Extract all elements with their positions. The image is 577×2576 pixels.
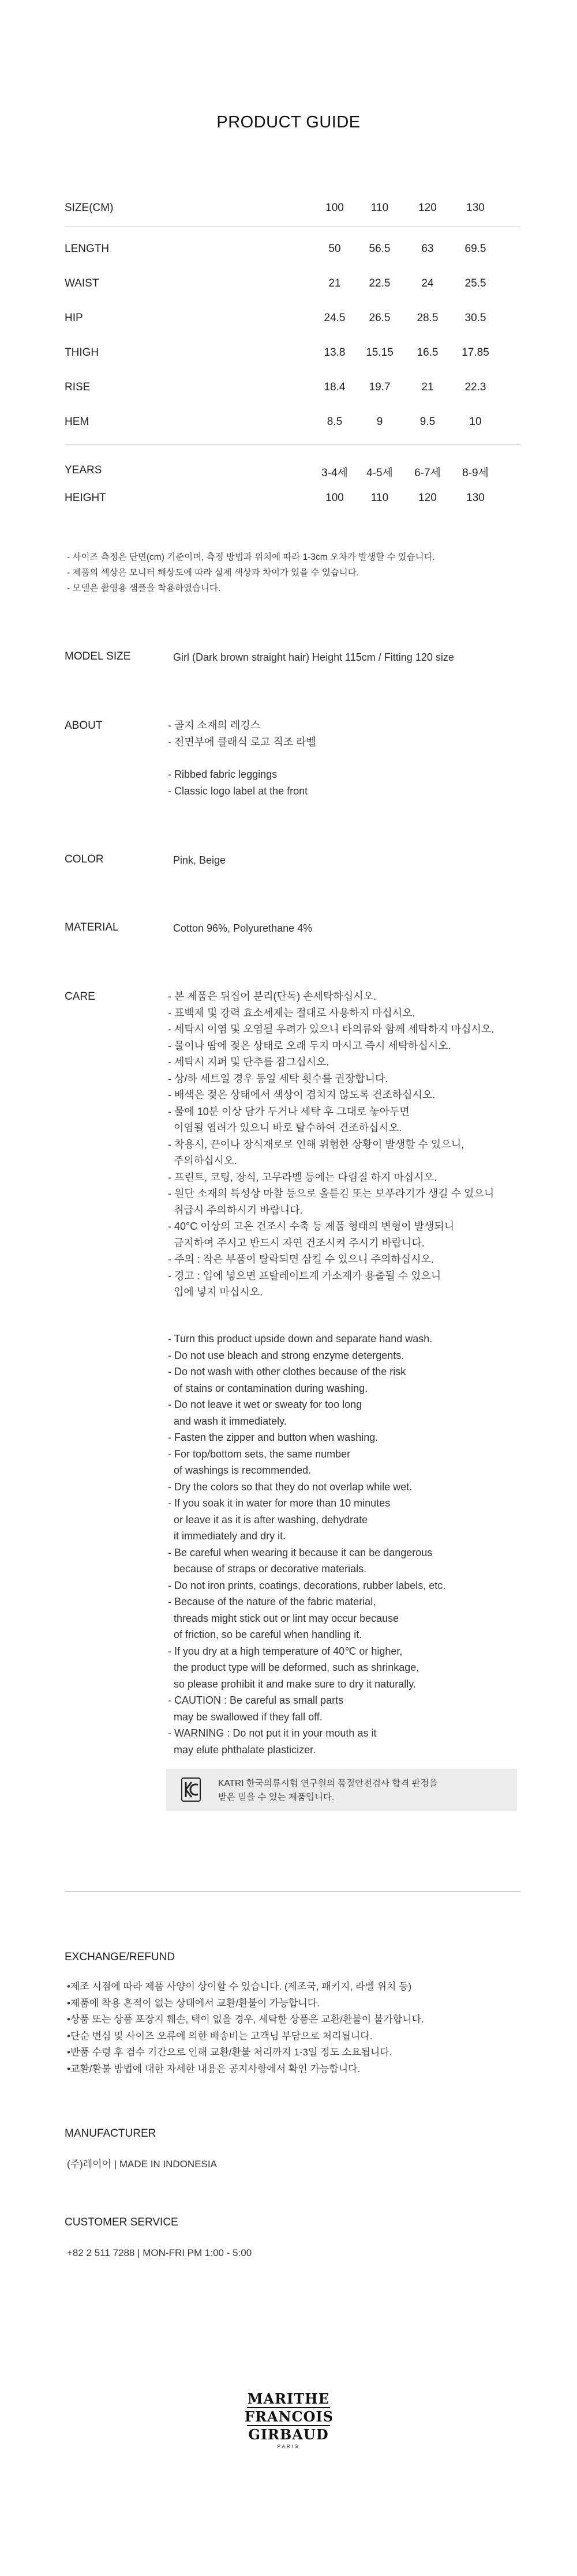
- size-cell: 63: [421, 243, 434, 255]
- care-line: - Do not use bleach and strong enzyme detergents.: [168, 1349, 404, 1361]
- care-line: - 경고 : 입에 넣으면 프탈레이트계 가소제가 용출될 수 있으니: [168, 1270, 441, 1282]
- size-row-label: HIP: [65, 312, 83, 324]
- manufacturer-value: (주)레이어 | MADE IN INDONESIA: [67, 2159, 217, 2170]
- size-cell: 56.5: [369, 243, 391, 255]
- care-line: - 본 제품은 뒤집어 분리(단독) 손세탁하십시오.: [168, 991, 376, 1002]
- care-line: so please prohibit it and make sure to dry it naturally.: [168, 1678, 416, 1690]
- size-cell: 9: [376, 416, 383, 428]
- exchange-line: •반품 수령 후 검수 기간으로 인해 교환/환불 처리까지 1-3일 정도 소요됩니다.: [67, 2047, 392, 2058]
- size-cell: 24: [421, 277, 434, 289]
- brand-logo-line: FRANCOIS: [245, 2408, 334, 2425]
- age-cell: 8-9세: [462, 467, 489, 479]
- size-row-waist: [65, 277, 520, 295]
- age-row-label: YEARS: [65, 464, 102, 476]
- section-divider: [65, 1891, 520, 1892]
- care-line: and wash it immediately.: [168, 1415, 287, 1427]
- care-line: - 상/하 세트일 경우 동일 세탁 횟수를 권장합니다.: [168, 1072, 388, 1084]
- size-cell: 19.7: [369, 381, 391, 393]
- care-line: - 프린트, 코팅, 장식, 고무라벨 등에는 다림질 하지 마십시오.: [168, 1171, 437, 1183]
- age-row-height: [65, 492, 520, 509]
- size-row-hip: [65, 312, 520, 329]
- age-cell: 110: [370, 492, 389, 504]
- manufacturer-label: MANUFACTURER: [65, 2127, 156, 2140]
- about-line: - Ribbed fabric leggings: [168, 769, 278, 780]
- size-cell: 69.5: [464, 243, 486, 255]
- care-line: - If you soak it in water for more than 10 minutes: [168, 1497, 391, 1509]
- customer-service-label: CUSTOMER SERVICE: [65, 2216, 178, 2228]
- exchange-line: •상품 또는 상품 포장지 훼손, 택이 없을 경우, 세탁한 상품은 교환/환불이 불가합니다.: [67, 2014, 424, 2025]
- size-row-label: HEM: [65, 416, 89, 428]
- care-text-kr: [168, 988, 494, 1301]
- size-cell: 18.4: [324, 381, 346, 393]
- care-line: - 물에 10분 이상 담가 두거나 세탁 후 그대로 놓아두면: [168, 1105, 410, 1117]
- kc-certification-box: [166, 1769, 517, 1811]
- age-cell: 120: [418, 492, 437, 504]
- care-line: or leave it as it is after washing, dehydrate: [168, 1513, 368, 1526]
- size-row-label: RISE: [65, 381, 91, 393]
- care-line: - 세탁시 지퍼 및 단추를 잠그십시오.: [168, 1056, 329, 1068]
- care-line: - 배색은 젖은 상태에서 색상이 겹치지 않도록 건조하십시오.: [168, 1089, 436, 1101]
- care-line: 주의하십시오.: [168, 1155, 237, 1166]
- size-cell: 13.8: [324, 347, 346, 359]
- about-line: - Classic logo label at the front: [168, 785, 308, 797]
- size-cell: 9.5: [419, 416, 436, 428]
- care-line: - Be careful when wearing it because it can be dangerous: [168, 1546, 433, 1558]
- kc-line: 받은 믿을 수 있는 제품입니다.: [218, 1792, 335, 1802]
- exchange-text: [67, 1979, 424, 2077]
- material-value: Cotton 96%, Polyurethane 4%: [173, 922, 313, 934]
- care-label: CARE: [65, 991, 95, 1003]
- brand-logo-paris: PARIS: [277, 2444, 300, 2449]
- age-cell: 6-7세: [414, 467, 441, 479]
- care-line: - Because of the nature of the fabric material,: [168, 1596, 376, 1607]
- size-cell: 10: [469, 416, 482, 428]
- size-row-rise: [65, 381, 520, 398]
- care-line: - Do not iron prints, coatings, decorations, rubber labels, etc.: [168, 1579, 446, 1591]
- size-header-value: 120: [418, 202, 437, 214]
- model-size-value: Girl (Dark brown straight hair) Height 115cm / Fitting 120 size: [173, 651, 454, 663]
- age-row-years: [65, 464, 520, 481]
- about-line: - 전면부에 클래식 로고 직조 라벨: [168, 736, 317, 748]
- care-line: threads might stick out or lint may occur because: [168, 1612, 399, 1624]
- care-line: may elute phthalate plasticizer.: [168, 1743, 316, 1756]
- care-line: - 원단 소재의 특성상 마찰 등으로 올튿김 또는 보푸라기가 생길 수 있으니: [168, 1188, 494, 1199]
- care-line: - Do not wash with other clothes because of the risk: [168, 1366, 406, 1377]
- care-line: - 착용시, 끈이나 장식재로로 인해 위험한 상황이 발생할 수 있으니,: [168, 1138, 464, 1150]
- age-row-label: HEIGHT: [65, 492, 106, 504]
- exchange-label: EXCHANGE/REFUND: [65, 1951, 175, 1963]
- exchange-line: •교환/환불 방법에 대한 자세한 내용은 공지사항에서 확인 가능합니다.: [67, 2063, 361, 2074]
- care-line: - 물이나 땀에 젖은 상태로 오래 두지 마시고 즉시 세탁하십시오.: [168, 1040, 451, 1052]
- care-line: - For top/bottom sets, the same number: [168, 1448, 351, 1460]
- age-cell: 3-4세: [321, 467, 348, 479]
- size-cell: 22.5: [369, 277, 391, 289]
- care-line: may be swallowed if they fall off.: [168, 1711, 323, 1723]
- color-value: Pink, Beige: [173, 854, 226, 866]
- age-cell: 100: [325, 492, 344, 504]
- color-label: COLOR: [65, 853, 104, 865]
- exchange-line: •단순 변심 및 사이즈 오류에 의한 배송비는 고객님 부담으로 처리됩니다.: [67, 2030, 373, 2042]
- size-row-hem: [65, 416, 520, 433]
- care-line: - Turn this product upside down and separate hand wash.: [168, 1333, 433, 1345]
- care-line: because of straps or decorative materials.: [168, 1563, 367, 1575]
- care-line: - Dry the colors so that they do not overlap while wet.: [168, 1481, 413, 1493]
- care-line: - 주의 : 작은 부품이 탈락되면 삼킬 수 있으니 주의하십시오.: [168, 1253, 434, 1265]
- note-line: - 제품의 색상은 모니터 해상도에 따라 실제 색상과 차이가 있을 수 있습니다.: [67, 568, 359, 578]
- page-title: PRODUCT GUIDE: [216, 113, 361, 131]
- size-header-row: [65, 202, 520, 219]
- size-cell: 28.5: [417, 312, 439, 324]
- model-size-label: MODEL SIZE: [65, 650, 131, 662]
- size-cell: 17.85: [462, 347, 489, 359]
- size-cell: 25.5: [464, 277, 486, 289]
- material-label: MATERIAL: [65, 921, 119, 933]
- size-row-label: LENGTH: [65, 243, 110, 255]
- exchange-line: •제품에 착용 흔적이 없는 상태에서 교환/환불이 가능합니다.: [67, 1997, 320, 2009]
- size-cell: 26.5: [369, 312, 391, 324]
- size-row-label: WAIST: [65, 277, 99, 289]
- size-header-value: 130: [466, 202, 485, 214]
- size-row-length: [65, 243, 520, 260]
- care-line: 취급시 주의하시기 바랍니다.: [168, 1204, 303, 1216]
- size-cell: 24.5: [324, 312, 346, 324]
- size-cell: 16.5: [417, 347, 439, 359]
- care-line: - CAUTION : Be careful as small parts: [168, 1694, 344, 1706]
- kc-mark-icon: [181, 1777, 201, 1802]
- note-line: - 사이즈 측정은 단면(cm) 기준이며, 측정 방법과 위치에 따라 1-3cm 오차가 발생할 수 있습니다.: [67, 552, 435, 562]
- care-line: - Do not leave it wet or sweaty for too long: [168, 1399, 362, 1410]
- size-row-thigh: [65, 347, 520, 364]
- care-line: - If you dry at a high temperature of 40℃ or higher,: [168, 1645, 403, 1657]
- care-line: of washings is recommended.: [168, 1464, 312, 1476]
- care-line: - 표백제 및 강력 효소세제는 절대로 사용하지 마십시오.: [168, 1007, 415, 1019]
- size-cell: 50: [328, 243, 341, 255]
- size-cell: 21: [328, 277, 341, 289]
- care-line: 입에 넣지 마십시오.: [168, 1286, 263, 1298]
- size-header-label: SIZE(CM): [65, 202, 114, 214]
- care-line: 이염될 염려가 있으니 바로 탈수하여 건조하십시오.: [168, 1122, 402, 1133]
- care-text-en: [168, 1331, 445, 1758]
- care-line: - 세탁시 이염 및 오염될 우려가 있으니 타의류와 함께 세탁하지 마십시오.: [168, 1023, 494, 1035]
- size-header-value: 100: [325, 202, 344, 214]
- kc-text: [218, 1777, 437, 1805]
- size-cell: 22.3: [464, 381, 486, 393]
- care-line: of stains or contamination during washing.: [168, 1382, 368, 1394]
- size-cell: 21: [421, 381, 434, 393]
- customer-service-value: +82 2 511 7288 | MON-FRI PM 1:00 - 5:00: [67, 2247, 252, 2258]
- note-line: - 모델은 촬영용 샘플을 착용하였습니다.: [67, 583, 221, 593]
- age-cell: 4-5세: [366, 467, 393, 479]
- care-line: of friction, so be careful when handling it.: [168, 1629, 362, 1640]
- size-cell: 15.15: [366, 347, 394, 359]
- size-header-value: 110: [370, 202, 389, 214]
- age-cell: 130: [466, 492, 485, 504]
- size-row-label: THIGH: [65, 347, 99, 359]
- about-line: - 골지 소재의 레깅스: [168, 720, 261, 731]
- size-notes: [67, 549, 435, 596]
- brand-logo-line: GIRBAUD: [248, 2426, 329, 2443]
- about-text: [168, 717, 316, 799]
- care-line: - Fasten the zipper and button when washing.: [168, 1432, 379, 1443]
- exchange-line: •제조 시점에 따라 제품 사양이 상이할 수 있습니다. (제조국, 패키지, 라벨 위치 등): [67, 1981, 412, 1992]
- care-line: the product type will be deformed, such as shrinkage,: [168, 1662, 419, 1673]
- about-label: ABOUT: [65, 720, 103, 732]
- kc-line: KATRI 한국의류시험 연구원의 품질안전검사 합격 판정을: [218, 1779, 438, 1788]
- care-line: it immediately and dry it.: [168, 1530, 286, 1542]
- care-line: 금지하여 주시고 반드시 자연 건조시켜 주시기 바랍니다.: [168, 1237, 425, 1249]
- size-cell: 30.5: [464, 312, 486, 324]
- care-line: - 40°C 이상의 고온 건조시 수축 등 제품 형태의 변형이 발생되니: [168, 1221, 455, 1232]
- care-line: - WARNING : Do not put it in your mouth as it: [168, 1727, 377, 1739]
- size-cell: 8.5: [327, 416, 343, 428]
- brand-logo-line: MARITHE: [247, 2390, 330, 2407]
- brand-logo: [245, 2392, 332, 2449]
